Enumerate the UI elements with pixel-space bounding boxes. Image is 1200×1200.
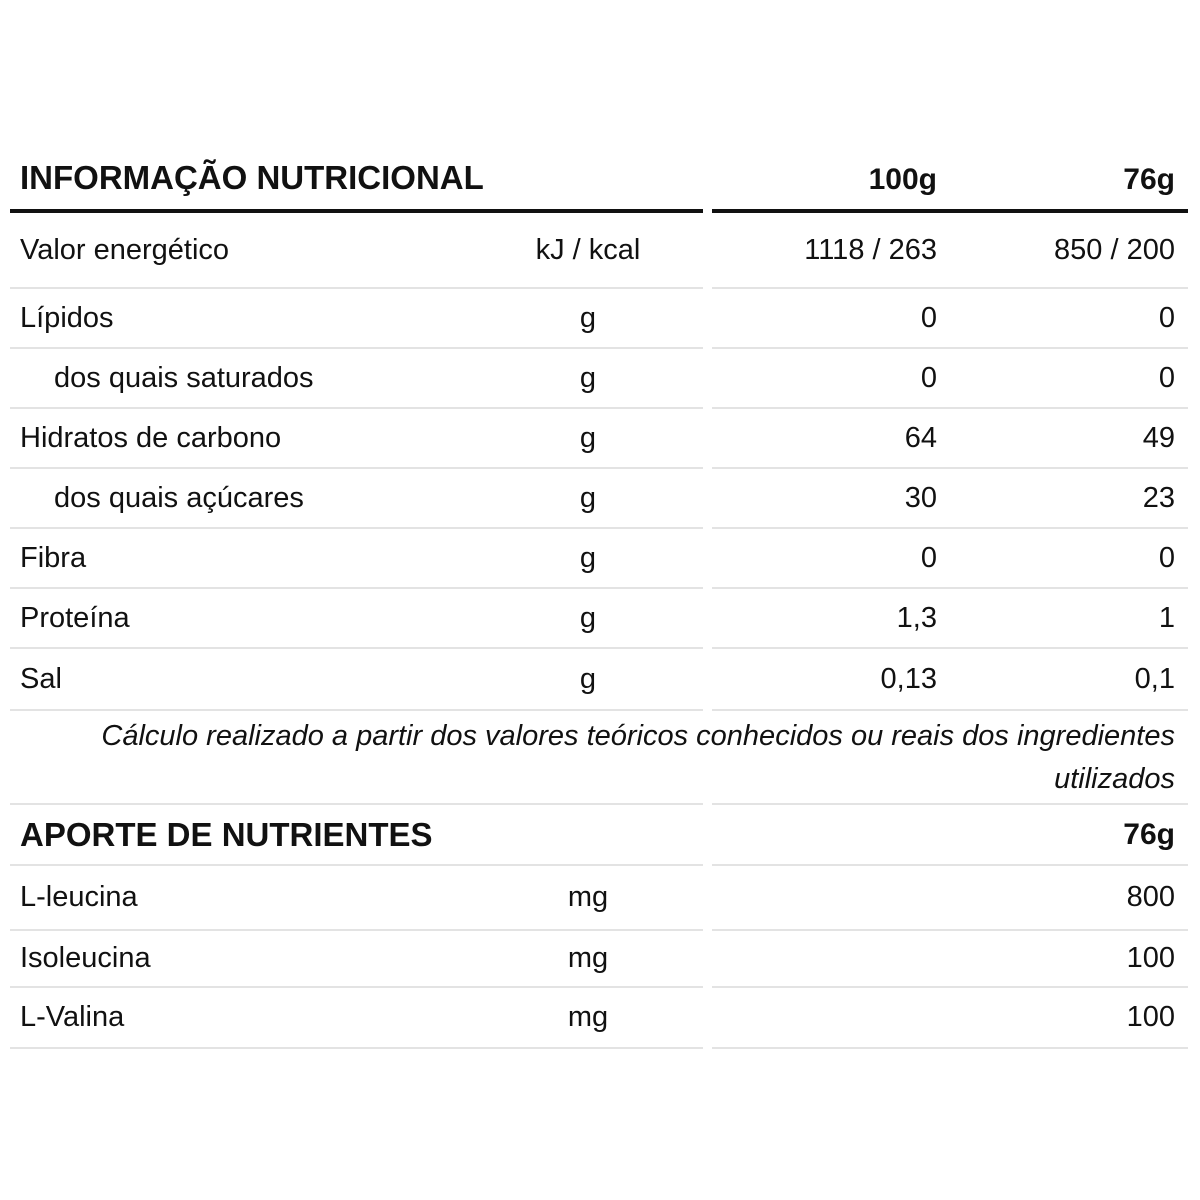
table-row-l-valina	[10, 988, 1188, 1049]
header-left-segment	[10, 139, 703, 213]
header-right-segment	[712, 139, 1188, 213]
value-100g: 0	[920, 301, 937, 334]
row-label: dos quais saturados	[54, 361, 314, 394]
value-76g: 0	[1158, 541, 1175, 574]
table-header-row	[10, 139, 1188, 213]
table-row-isoleucina	[10, 931, 1188, 988]
value-76g: 23	[1142, 481, 1175, 514]
table-title: INFORMAÇÃO NUTRICIONAL	[20, 159, 484, 196]
row-unit: mg	[567, 1001, 609, 1033]
calculation-note-row	[10, 711, 1188, 805]
column-header-100g: 100g	[868, 163, 937, 196]
nutrients-table-title: APORTE DE NUTRIENTES	[20, 815, 433, 853]
value-100g: 64	[904, 421, 937, 454]
table-row-lipidos	[10, 289, 1188, 349]
value-76g: 0	[1158, 301, 1175, 334]
row-label: Isoleucina	[20, 942, 151, 974]
row-unit: mg	[567, 942, 609, 974]
table-row-proteina	[10, 589, 1188, 649]
value-76g: 100	[1126, 942, 1175, 974]
value-100g: 1,3	[896, 601, 937, 634]
row-label: L-leucina	[20, 881, 138, 913]
value-76g: 850 / 200	[1054, 233, 1175, 266]
value-76g: 49	[1142, 421, 1175, 454]
row-label: Valor energético	[20, 233, 230, 266]
nutrients-header-row	[10, 805, 1188, 866]
column-header-76g: 76g	[1123, 163, 1175, 196]
value-76g: 800	[1126, 881, 1175, 913]
row-unit: g	[579, 601, 597, 634]
value-100g: 0	[920, 361, 937, 394]
row-unit: g	[579, 541, 597, 574]
calculation-note	[10, 711, 1188, 801]
table-row-saturados	[10, 349, 1188, 409]
row-unit: mg	[567, 881, 609, 913]
row-unit: g	[579, 421, 597, 454]
row-label: Lípidos	[20, 301, 114, 334]
row-label: Proteína	[20, 601, 130, 634]
value-76g: 0,1	[1134, 662, 1175, 695]
row-unit: g	[579, 662, 597, 695]
table-row-valor-energetico	[10, 213, 1188, 289]
value-100g: 30	[904, 481, 937, 514]
value-76g: 0	[1158, 361, 1175, 394]
value-76g: 1	[1158, 601, 1175, 634]
value-100g: 0,13	[880, 662, 937, 695]
value-100g: 1118 / 263	[804, 233, 937, 266]
calculation-note-line2: utilizados	[1054, 763, 1175, 795]
row-label: dos quais açúcares	[54, 481, 304, 514]
row-unit: g	[579, 361, 597, 394]
calculation-note-line1: Cálculo realizado a partir dos valores teóricos conhecidos ou reais dos ingredientes	[101, 720, 1175, 752]
value-100g: 0	[920, 541, 937, 574]
table-row-fibra	[10, 529, 1188, 589]
row-label: Fibra	[20, 541, 87, 574]
row-label: Hidratos de carbono	[20, 421, 282, 454]
value-76g: 100	[1126, 1001, 1175, 1033]
nutrition-facts-table	[10, 139, 1188, 1049]
row-unit: kJ / kcal	[535, 233, 641, 266]
row-label: Sal	[20, 662, 62, 695]
row-label: L-Valina	[20, 1001, 125, 1033]
table-row-acucares	[10, 469, 1188, 529]
nutrients-column-header-76g: 76g	[1123, 817, 1175, 851]
table-row-hidratos	[10, 409, 1188, 469]
row-unit: g	[579, 301, 597, 334]
table-row-l-leucina	[10, 866, 1188, 931]
row-unit: g	[579, 481, 597, 514]
table-row-sal	[10, 649, 1188, 711]
rule-gap	[703, 139, 712, 213]
